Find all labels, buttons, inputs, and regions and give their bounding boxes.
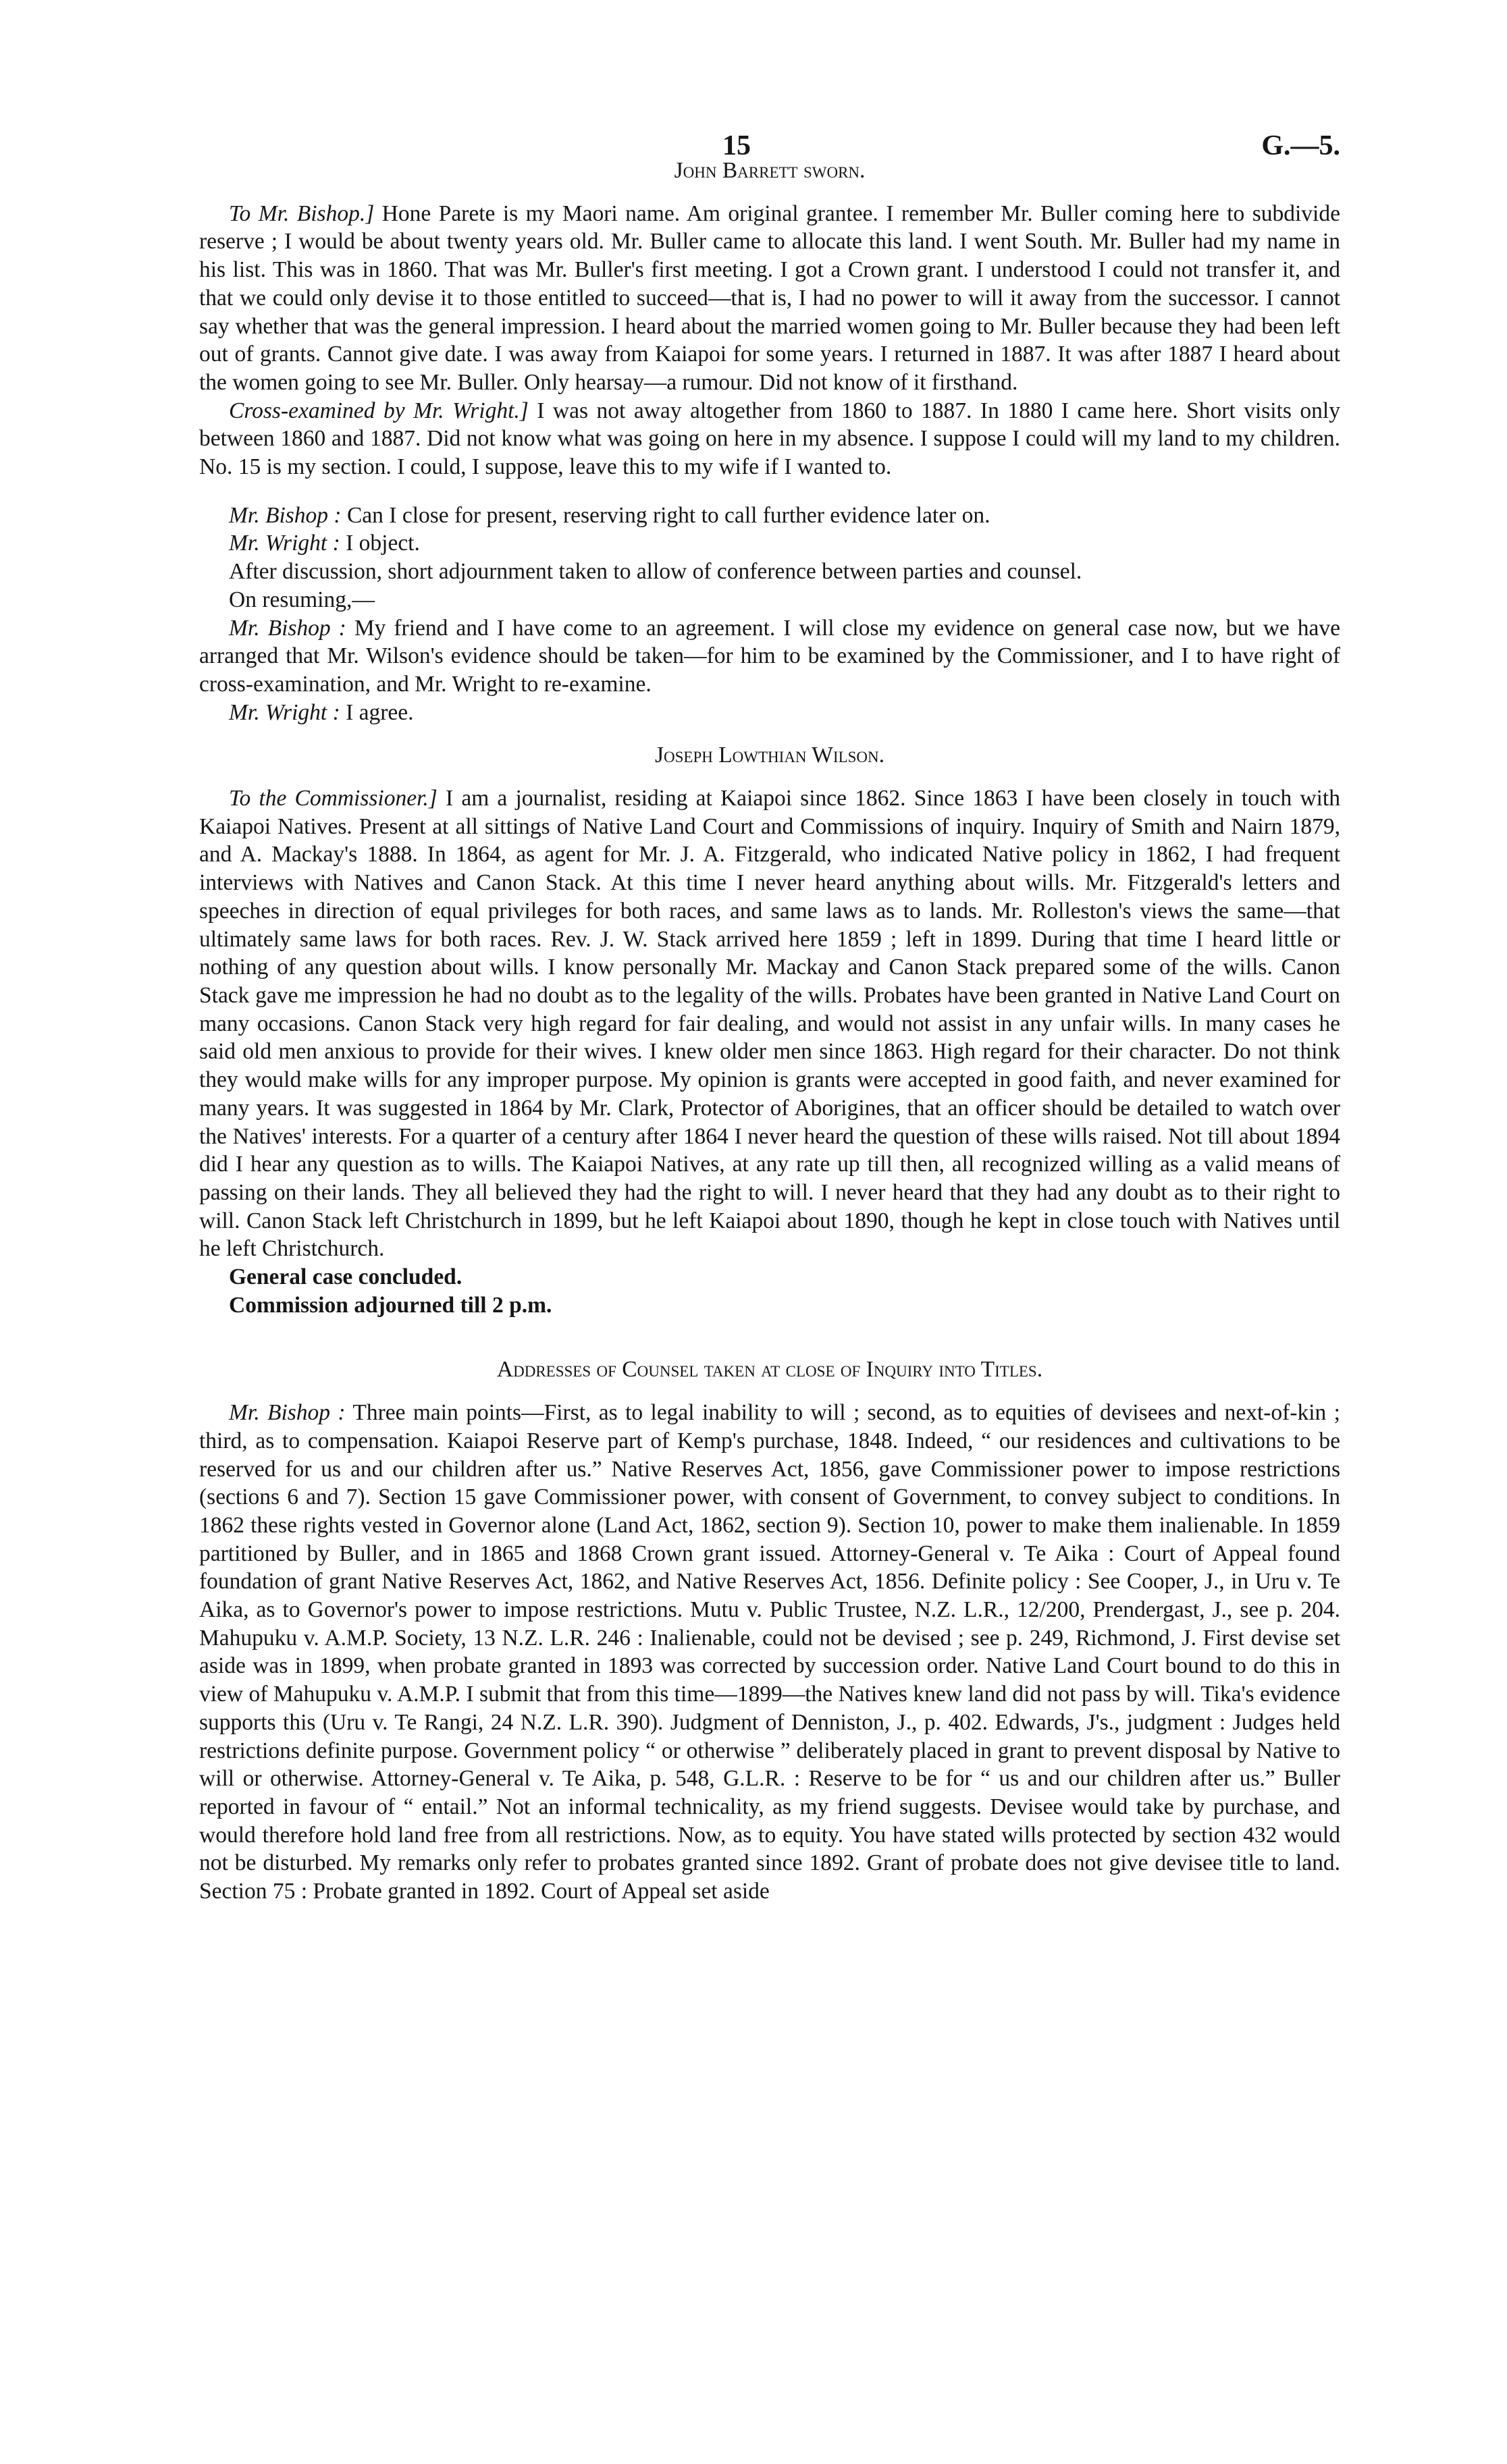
speaker-name: Mr. Bishop : — [229, 502, 342, 528]
document-page — [199, 0, 1340, 1906]
paragraph-lead: Cross-examined by Mr. Wright.] — [229, 398, 529, 423]
page-header — [199, 0, 1340, 161]
closing-note: General case concluded. — [229, 1264, 462, 1290]
paragraph-barrett-cross-examination — [199, 397, 1340, 481]
section-heading-joseph-wilson: Joseph Lowthian Wilson. — [654, 743, 885, 768]
paragraph-text: I am a journalist, residing at Kaiapoi since 1862. Since 1863 I have been closely in touch with Kaiapoi Natives. Present at all sittings of Native Land Court and Commissions of inquiry. Inquiry of Smith and Nairn 1879, and A. Mackay's 1888. In 1864, as agent for Mr. J. A. Fitzgerald, who indicated Native policy in 1862, I had frequent interviews with Natives and Canon Stack. At this time I never heard anything about wills. Mr. Fitzgerald's letters and speeches in direction of equal privileges for both races, and same laws as to lands. Mr. Rolleston's views the same—that ultimately same laws for both races. Rev. J. W. Stack arrived here 1859 ; left in 1899. During that time I heard little or nothing of any question about wills. I know personally Mr. Mackay and Canon Stack prepared some of the wills. Canon Stack gave me impression he had no doubt as to the legality of the wills. Probates have been granted in Native Land Court on many occasions. Canon Stack very high regard for fair dealing, and would not assist in any unfair wills. In many cases he said old men anxious to provide for their wives. I knew older men since 1863. High regard for their character. Do not think they would make wills for any improper purpose. My opinion is grants were accepted in good faith, and never examined for many years. It was suggested in 1864 by Mr. Clark, Protector of Aborigines, that an officer should be detailed to watch over the Natives' interests. For a quarter of a century after 1864 I never heard the question of these wills raised. Not till about 1894 did I hear any question as to wills. The Kaiapoi Natives, at any rate up till then, all recognized willing as a valid means of passing on their lands. They all believed they had the right to will. I never heard that they had any doubt as to their right to will. Canon Stack left Christchurch in 1899, but he left Kaiapoi about 1890, though he kept in close touch with Natives until he left Christchurch. — [199, 786, 1340, 1262]
closing-note: Commission adjourned till 2 p.m. — [229, 1292, 552, 1318]
spacer — [199, 481, 1340, 502]
page-number: 15 — [722, 130, 751, 161]
speaker-name: Mr. Wright : — [229, 531, 340, 556]
paragraph-lead: Mr. Bishop : — [229, 1400, 346, 1426]
speaker-name: Mr. Bishop : — [229, 615, 346, 641]
spacer — [199, 1384, 1340, 1399]
spacer — [199, 1319, 1340, 1356]
procedural-note: After discussion, short adjournment taken to allow of conference between parties and counsel. — [229, 559, 1082, 585]
section-heading-addresses-of-counsel: Addresses of Counsel taken at close of Inquiry into Titles. — [496, 1357, 1043, 1383]
dialogue-line — [199, 614, 1340, 699]
dialogue-text: Can I close for present, reserving right to call further evidence later on. — [341, 502, 990, 528]
procedural-note: On resuming,— — [229, 587, 375, 612]
dialogue-text: I agree. — [340, 699, 414, 725]
paragraph-barrett-examination — [199, 200, 1340, 397]
paragraph-lead: To Mr. Bishop.] — [229, 200, 375, 226]
spacer — [199, 770, 1340, 784]
spacer — [199, 726, 1340, 741]
paragraph-lead: To the Commissioner.] — [229, 786, 438, 811]
spacer — [199, 185, 1340, 200]
dialogue-line — [199, 502, 1340, 530]
section-heading-john-barrett: John Barrett sworn. — [674, 158, 866, 183]
speaker-name: Mr. Wright : — [229, 699, 340, 725]
paragraph-text: Hone Parete is my Maori name. Am original grantee. I remember Mr. Buller coming here to subdivide reserve ; I would be about twenty years old. Mr. Buller came to allocate this land. I went South. Mr. Buller had my name in his list. This was in 1860. That was Mr. Buller's first meeting. I got a Crown grant. I understood I could not transfer it, and that we could only devise it to those entitled to succeed—that is, I had no power to will it away from the successor. I cannot say whether that was the general impression. I heard about the married women going to Mr. Buller because they had been left out of grants. Cannot give date. I was away from Kaiapoi for some years. I returned in 1887. It was after 1887 I heard about the women going to see Mr. Buller. Only hearsay—a rumour. Did not know of it firsthand. — [199, 200, 1340, 395]
paragraph-text: Three main points—First, as to legal inability to will ; second, as to equities of devisees and next-of-kin ; third, as to compensation. Kaiapoi Reserve part of Kemp's purchase, 1848. Indeed, “ our residences and cultivations to be reserved for us and our children after us.” Native Reserves Act, 1856, gave Commissioner power to impose restrictions (sections 6 and 7). Section 15 gave Commissioner power, with consent of Government, to convey subject to conditions. In 1862 these rights vested in Governor alone (Land Act, 1862, section 9). Section 10, power to make them inalienable. In 1859 partitioned by Buller, and in 1865 and 1868 Crown grant issued. Attorney-General v. Te Aika : Court of Appeal found foundation of grant Native Reserves Act, 1862, and Native Reserves Act, 1856. Definite policy : See Cooper, J., in Uru v. Te Aika, as to Governor's power to impose restrictions. Mutu v. Public Trustee, N.Z. L.R., 12/200, Prendergast, J., see p. 204. Mahupuku v. A.M.P. Society, 13 N.Z. L.R. 246 : Inalienable, could not be devised ; see p. 249, Richmond, J. First devise set aside was in 1899, when probate granted in 1893 was corrected by succession order. Native Land Court bound to do this in view of Mahupuku v. A.M.P. I submit that from this time—1899—the Natives knew land did not pass by will. Tika's evidence supports this (Uru v. Te Rangi, 24 N.Z. L.R. 390). Judgment of Denniston, J., p. 402. Edwards, J's., judgment : Judges held restrictions definite purpose. Government policy “ or otherwise ” deliberately placed in grant to prevent disposal by Native to will or otherwise. Attorney-General v. Te Aika, p. 548, G.L.R. : Reserve to be for “ us and our children after us.” Buller reported in favour of “ entail.” Not an informal technicality, as my friend suggests. Devisee would take by purchase, and would therefore hold land free from all restrictions. Now, as to equity. You have stated wills protected by section 432 would not be disturbed. My remarks only refer to probates granted since 1892. Grant of probate does not give devisee title to land. Section 75 : Probate granted in 1892. Court of Appeal set aside — [199, 1400, 1340, 1904]
dialogue-text: My friend and I have come to an agreement. I will close my evidence on general case now, but we have arranged that Mr. Wilson's evidence should be taken—for him to be examined by the Commissioner, and I to have right of cross-examination, and Mr. Wright to re-examine. — [199, 615, 1340, 697]
paragraph-wilson-examination — [199, 784, 1340, 1263]
paragraph-bishop-address — [199, 1399, 1340, 1906]
series-reference: G.—5. — [1261, 130, 1340, 161]
dialogue-line — [199, 699, 1340, 727]
paragraph-text: I was not away altogether from 1860 to 1887. In 1880 I came here. Short visits only between 1860 and 1887. Did not know what was going on here in my absence. I suppose I could will my land to my children. No. 15 is my section. I could, I suppose, leave this to my wife if I wanted to. — [199, 398, 1340, 480]
dialogue-line — [199, 529, 1340, 558]
dialogue-text: I object. — [340, 531, 420, 556]
